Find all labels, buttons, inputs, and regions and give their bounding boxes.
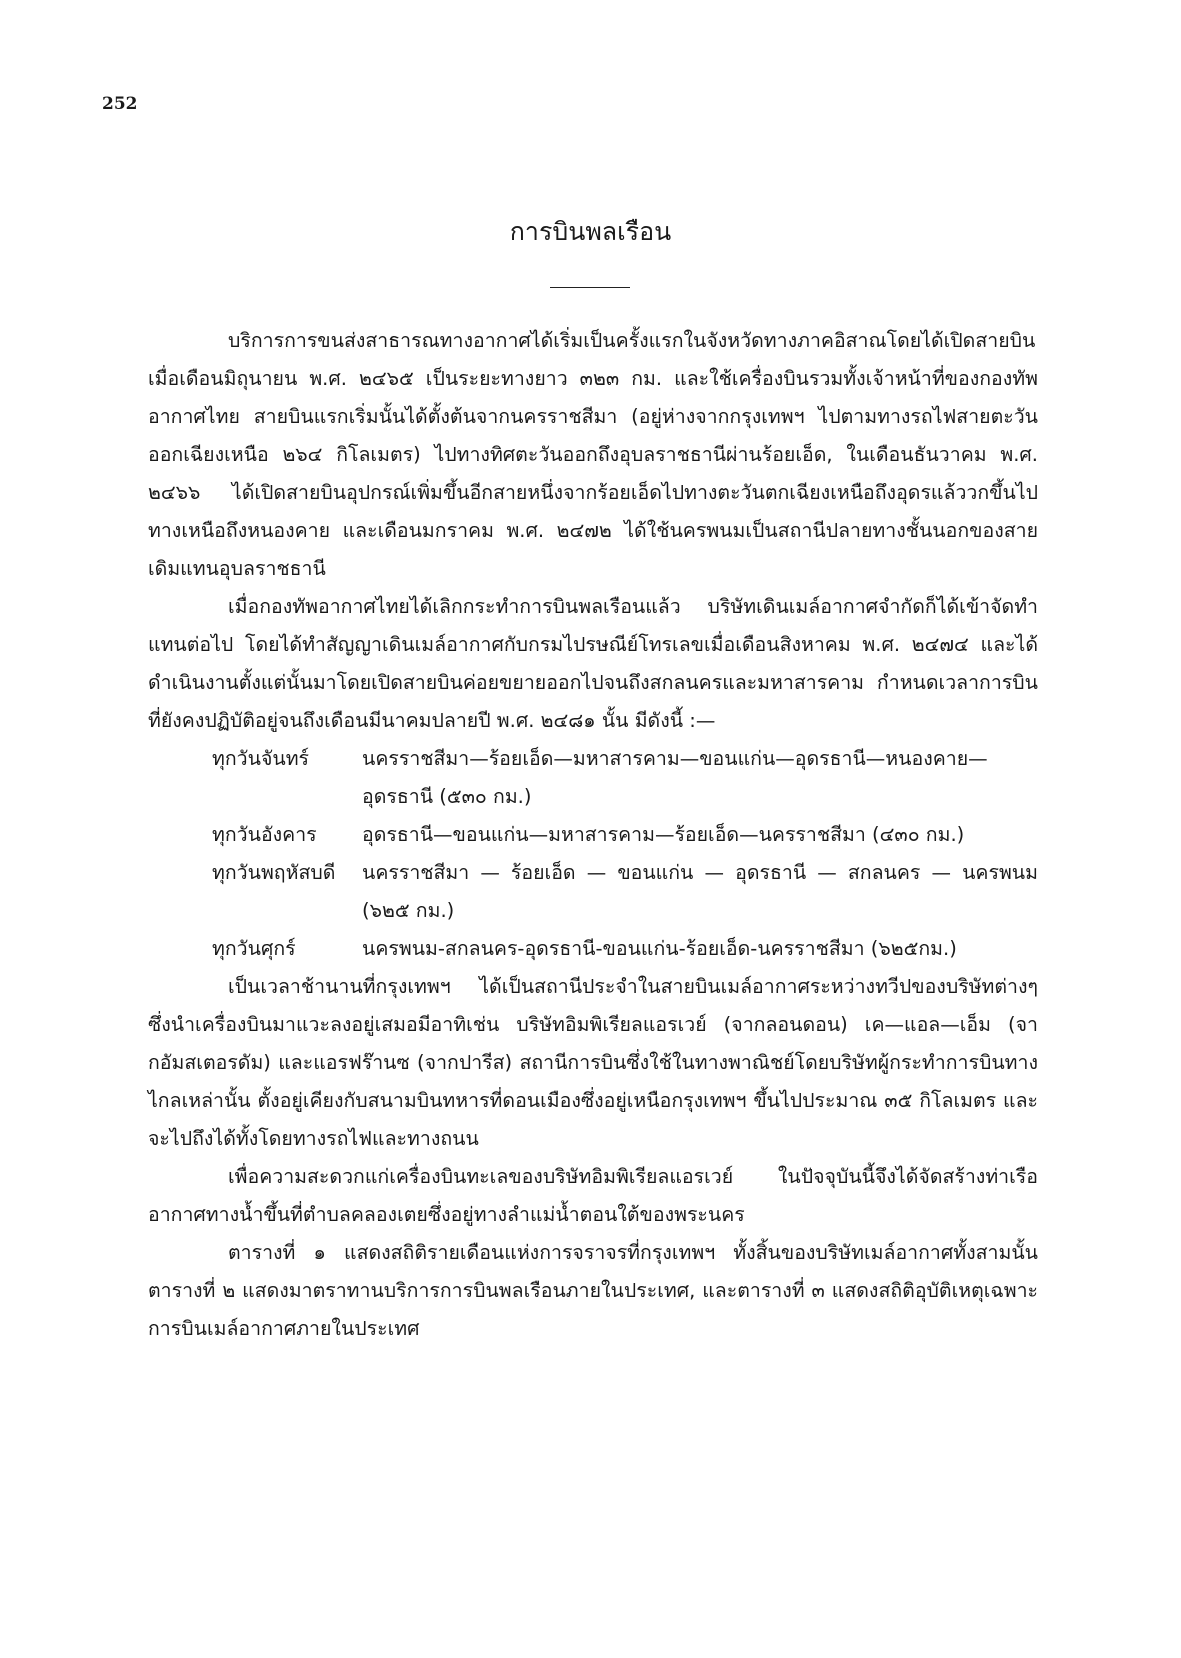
title-underline xyxy=(550,287,630,288)
schedule-day: ทุกวันอังคาร xyxy=(212,823,317,846)
paragraph: บริการการขนส่งสาธารณทางอากาศได้เริ่มเป็นครั้งแรกในจังหวัดทางภาคอิสาณโดยได้เปิดสายบินเมื่อเดือนมิถุนายน พ.ศ. ๒๔๖๕ เป็นระยะทางยาว ๓๒๓ กม. และใช้เครื่องบินรวมทั้งเจ้าหน้าที่ของกองทัพอากาศไทย สายบินแรกเริ่มนั้นได้ตั้งต้นจากนครราชสีมา (อยู่ห่างจากกรุงเทพฯ ไปตามทางรถไฟสายตะวันออกเฉียงเหนือ ๒๖๔ กิโลเมตร) ไปทางทิศตะวันออกถึงอุบลราชธานีผ่านร้อยเอ็ด, ในเดือนธันวาคม พ.ศ. ๒๔๖๖ ได้เปิดสายบินอุปกรณ์เพิ่มขึ้นอีกสายหนึ่งจากร้อยเอ็ดไปทางตะวันตกเฉียงเหนือถึงอุดรแล้ววกขึ้นไปทางเหนือถึงหนองคาย และเดือนมกราคม พ.ศ. ๒๔๗๒ ได้ใช้นครพนมเป็นสถานีปลายทางชั้นนอกของสายเดิมแทนอุบลราชธานี xyxy=(148,329,1038,580)
schedule-day: ทุกวันจันทร์ xyxy=(212,747,310,770)
schedule-route: นครราชสีมา — ร้อยเอ็ด — ขอนแก่น — อุดรธานี — สกลนคร — นครพนม (๖๒๕ กม.) xyxy=(362,861,1038,922)
schedule-day: ทุกวันพฤหัสบดี xyxy=(212,861,336,884)
document-body xyxy=(148,322,1038,1348)
paragraph: เมื่อกองทัพอากาศไทยได้เลิกกระทำการบินพลเรือนแล้ว บริษัทเดินเมล์อากาศจำกัดก็ได้เข้าจัดทำแทนต่อไป โดยได้ทำสัญญาเดินเมล์อากาศกับกรมไปรษณีย์โทรเลขเมื่อเดือนสิงหาคม พ.ศ. ๒๔๗๔ และได้ดำเนินงานตั้งแต่นั้นมาโดยเปิดสายบินค่อยขยายออกไปจนถึงสกลนครและมหาสารคาม กำหนดเวลาการบินที่ยังคงปฏิบัติอยู่จนถึงเดือนมีนาคมปลายปี พ.ศ. ๒๔๘๑ นั้น มีดังนี้ :— xyxy=(148,595,1038,732)
paragraph: เป็นเวลาช้านานที่กรุงเทพฯ ได้เป็นสถานีประจำในสายบินเมล์อากาศระหว่างทวีปของบริษัทต่างๆ ซึ่งนำเครื่องบินมาแวะลงอยู่เสมอมีอาทิเช่น บริษัทอิมพิเรียลแอรเวย์ (จากลอนดอน) เค—แอล—เอ็ม (จากอัมสเตอรดัม) และแอรฟร๊านซ (จากปารีส) สถานีการบินซึ่งใช้ในทางพาณิชย์โดยบริษัทผู้กระทำการบินทางไกลเหล่านั้น ตั้งอยู่เคียงกับสนามบินทหารที่ดอนเมืองซึ่งอยู่เหนือกรุงเทพฯ ขึ้นไปประมาณ ๓๕ กิโลเมตร และจะไปถึงได้ทั้งโดยทางรถไฟและทางถนน xyxy=(148,975,1038,1150)
schedule-row xyxy=(212,854,1038,930)
schedule-day: ทุกวันศุกร์ xyxy=(212,937,296,960)
schedule-row xyxy=(212,816,1038,854)
schedule-row xyxy=(212,930,1038,968)
page-number: 252 xyxy=(102,94,138,114)
paragraph: ตารางที่ ๑ แสดงสถิติรายเดือนแห่งการจราจรที่กรุงเทพฯ ทั้งสิ้นของบริษัทเมล์อากาศทั้งสามนั้น ตารางที่ ๒ แสดงมาตราทานบริการการบินพลเรือนภายในประเทศ, และตารางที่ ๓ แสดงสถิติอุบัติเหตุเฉพาะการบินเมล์อากาศภายในประเทศ xyxy=(148,1241,1038,1340)
schedule-route: นครพนม-สกลนคร-อุดรธานี-ขอนแก่น-ร้อยเอ็ด-นครราชสีมา (๖๒๕กม.) xyxy=(362,937,957,960)
paragraph: เพื่อความสะดวกแก่เครื่องบินทะเลของบริษัทอิมพิเรียลแอรเวย์ ในปัจจุบันนี้จึงได้จัดสร้างท่าเรืออากาศทางน้ำขึ้นที่ตำบลคลองเตยซึ่งอยู่ทางลำแม่น้ำตอนใต้ของพระนคร xyxy=(148,1165,1038,1226)
schedule-route: อุดรธานี—ขอนแก่น—มหาสารคาม—ร้อยเอ็ด—นครราชสีมา (๔๓๐ กม.) xyxy=(362,823,965,846)
schedule-row xyxy=(212,740,1038,816)
schedule-route: นครราชสีมา—ร้อยเอ็ด—มหาสารคาม—ขอนแก่น—อุดรธานี—หนองคาย—อุดรธานี (๕๓๐ กม.) xyxy=(362,747,988,808)
page-title: การบินพลเรือน xyxy=(509,217,672,246)
